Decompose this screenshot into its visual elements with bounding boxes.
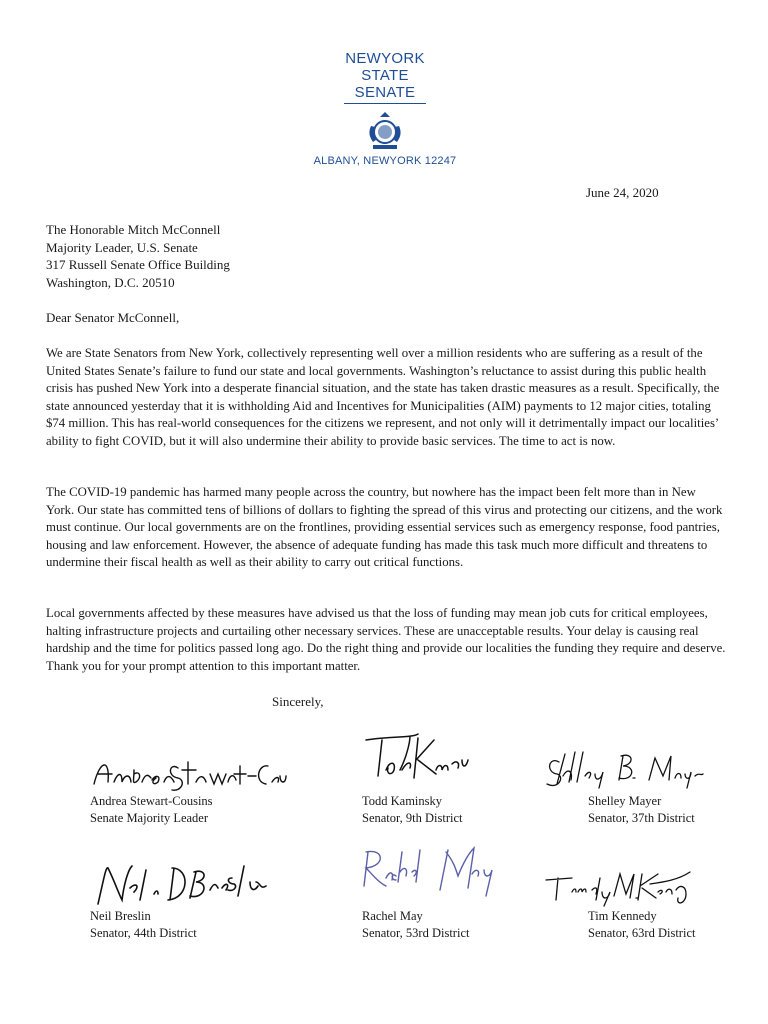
recipient-line-1: The Honorable Mitch McConnell <box>46 222 221 237</box>
body-paragraph-1: We are State Senators from New York, collectively representing well over a million residents who are suffering as a result of the United States Senate’s failure to fund our state and local governments. Washington’s reluctance to assist during this public health crisis has pushed New York into a desperate financial situation, and the state has taken drastic measures as a result. Specifically, the state announced yesterday that it is withholding Aid and Incentives for Municipalities (AIM) payments to 12 major cities, totaling $74 million. This has real-world consequences for the citizens we represent, and not only will it detrimentally impact our localities’ ability to fight COVID, but it will also undermine their ability to provide basic services. The time to act is now. <box>46 346 720 448</box>
signer-title: Senate Majority Leader <box>90 810 209 825</box>
closing: Sincerely, <box>272 694 324 709</box>
letterhead-line-3: SENATE <box>354 84 416 101</box>
signature-shelley-mayer <box>545 748 705 792</box>
letter-date: June 24, 2020 <box>586 185 659 200</box>
recipient-line-4: Washington, D.C. 20510 <box>46 274 175 290</box>
signer-block <box>362 793 463 826</box>
signature-todd-kaminsky <box>362 730 472 790</box>
signer-name: Andrea Stewart-Cousins <box>90 794 213 808</box>
recipient-line-2: Majority Leader, U.S. Senate <box>46 239 198 255</box>
signer-title: Senator, 9th District <box>362 810 463 825</box>
letterhead-line-2: STATE <box>361 67 409 84</box>
signer-block <box>362 908 469 941</box>
signer-name: Neil Breslin <box>90 909 151 923</box>
signer-block <box>90 908 197 941</box>
signer-block <box>588 908 695 941</box>
recipient-address <box>46 221 230 291</box>
body-paragraph-2: The COVID-19 pandemic has harmed many people across the country, but nowhere has the impact been felt more than in New York. Our state has committed tens of billions of dollars to fighting the spread of this virus and protecting our citizens, and the work must continue. Our local governments are on the frontlines, providing essential services such as emergency response, food pantries, housing and law enforcement. However, the absence of adequate funding has made this task much more difficult and threatens to undermine their fiscal health as well as their ability to carry out critical functions. <box>46 485 723 569</box>
recipient-line-3: 317 Russell Senate Office Building <box>46 257 230 272</box>
letterhead <box>310 50 460 167</box>
signature-andrea-stewart-cousins <box>88 752 288 796</box>
signer-block <box>90 793 213 826</box>
signer-block <box>588 793 695 826</box>
letterhead-line-1: NEWYORK <box>345 50 425 67</box>
signer-name: Todd Kaminsky <box>362 794 443 808</box>
signer-name: Tim Kennedy <box>588 909 657 923</box>
body-paragraph-3: Local governments affected by these measures have advised us that the loss of funding may mean job cuts for critical employees, halting infrastructure projects and curtailing other necessary services. These are unacceptable results. Your delay is causing real hardship and the time for politics passed long ago. Do the right thing and provide our localities the funding they require and deserve. Thank you for your prompt attention to this important matter. <box>46 606 726 673</box>
signer-title: Senator, 44th District <box>90 925 197 940</box>
salutation: Dear Senator McConnell, <box>46 310 180 325</box>
signer-name: Rachel May <box>362 909 423 923</box>
signature-rachel-may <box>360 842 510 904</box>
signer-title: Senator, 63rd District <box>588 925 696 940</box>
signer-name: Shelley Mayer <box>588 794 662 808</box>
state-seal-icon <box>363 108 407 152</box>
signer-title: Senator, 37th District <box>588 810 695 825</box>
signer-title: Senator, 53rd District <box>362 925 470 940</box>
letterhead-rule <box>344 103 426 104</box>
letterhead-address: ALBANY, NEWYORK 12247 <box>313 155 457 167</box>
signature-neil-breslin <box>92 858 272 910</box>
signature-tim-kennedy <box>542 866 692 910</box>
